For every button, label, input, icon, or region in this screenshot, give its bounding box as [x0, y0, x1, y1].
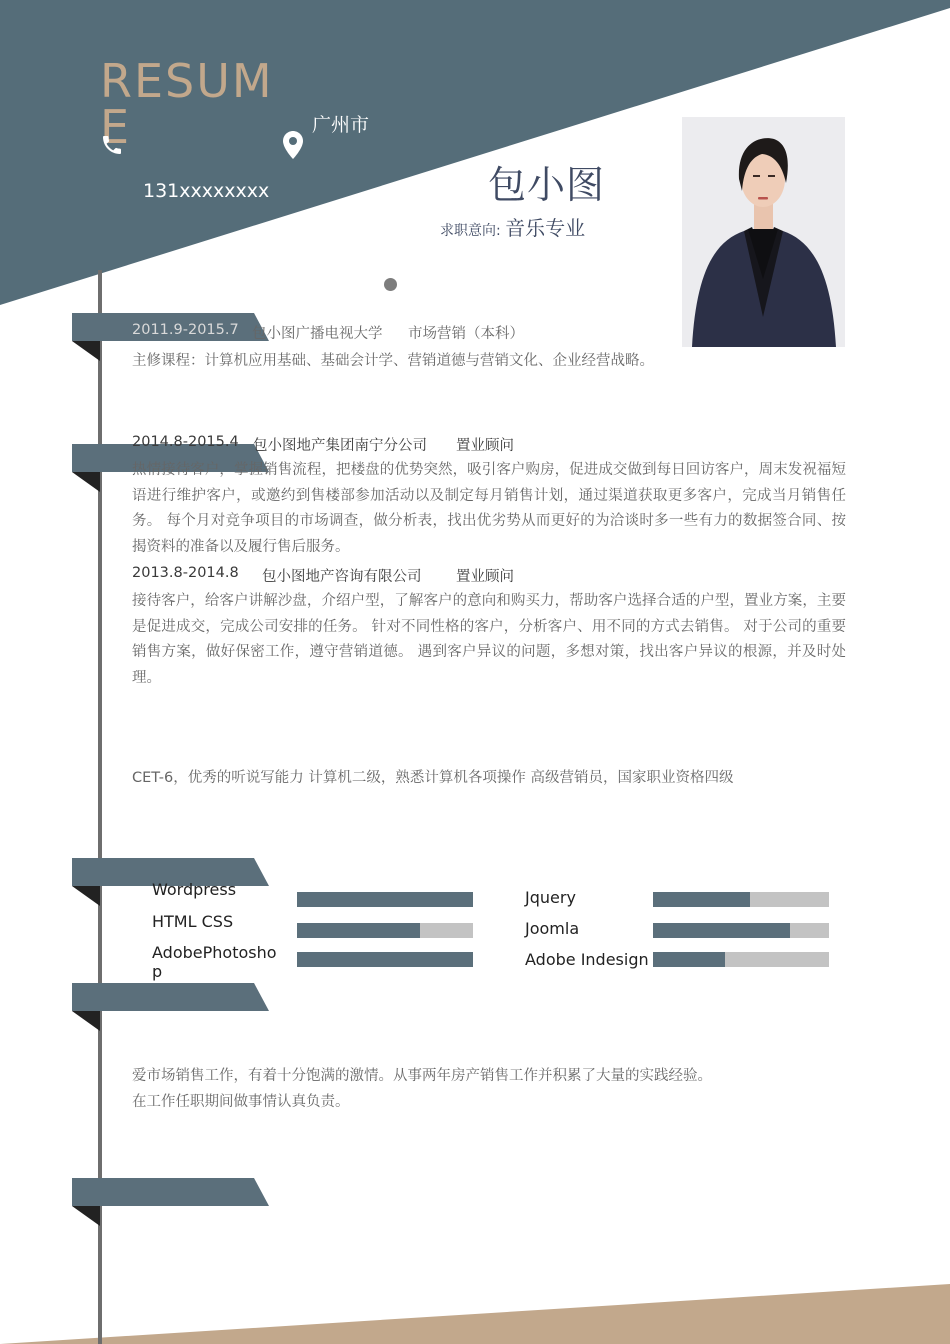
profile-photo — [682, 117, 845, 347]
education-date: 2011.9-2015.7 — [132, 322, 239, 338]
experience-2-description: 接待客户，给客户讲解沙盘，介绍户型，了解客户的意向和购买力，帮助客户选择合适的户型，置业方案，主要是促进成交，完成公司安排的任务。 针对不同性格的客户，分析客户、用不同的方式去销售。 对于公司的重要销售方案，做好保密工作，遵守营销道德。 遇到客户异议的问题，多想对策，找出客户异议的根源，并及时处理。 — [132, 593, 846, 686]
footer-accent — [0, 1284, 950, 1344]
decorative-dot — [384, 278, 397, 291]
skill-bar-fill — [297, 923, 420, 938]
city: 广州市 — [312, 114, 370, 136]
phone-icon — [100, 133, 124, 157]
skill-bar — [653, 923, 829, 938]
experience-1-description: 热情接待客户，掌握销售流程，把楼盘的优势突然，吸引客户购房，促进成交做到每日回访客户，周末发祝福短语进行维护客户，或邀约到售楼部参加活动以及制定每月销售计划，通过渠道获取更多客户，完成当月销售任务。 每个月对竞争项目的市场调查，做分析表，找出优劣势从而更好的为洽谈时多一些有力的数据签合同、按揭资料的准备以及履行售后服务。 — [132, 462, 846, 555]
job-intent — [440, 212, 585, 241]
experience-2-date: 2013.8-2014.8 — [132, 565, 239, 581]
skill-bar-fill — [653, 952, 725, 967]
skill-bar-fill — [297, 952, 473, 967]
candidate-name: 包小图 — [488, 163, 606, 207]
education-major: 市场营销（本科） — [408, 326, 524, 342]
skill-label: Adobe Indesign — [525, 950, 649, 969]
self-evaluation-line-1: 爱市场销售工作，有着十分饱满的激情。从事两年房产销售工作并积累了大量的实践经验。 — [132, 1068, 712, 1084]
resume-title: RESUME — [100, 54, 274, 154]
certificates: CET-6，优秀的听说写能力 计算机二级，熟悉计算机各项操作 高级营销员，国家职业资格四级 — [132, 770, 734, 786]
education-courses: 主修课程：计算机应用基础、基础会计学、营销道德与营销文化、企业经营战略。 — [132, 353, 654, 369]
skill-bar — [297, 952, 473, 967]
job-intent-label: 求职意向: — [440, 223, 501, 239]
experience-2-company: 包小图地产咨询有限公司 — [262, 569, 422, 585]
job-intent-value: 音乐专业 — [505, 216, 586, 240]
skill-bar — [297, 892, 473, 907]
skill-bar-fill — [297, 892, 473, 907]
education-school: 包小图广播电视大学 — [252, 326, 383, 342]
skill-label: AdobePhotoshop — [152, 943, 277, 981]
skill-bar — [653, 892, 829, 907]
experience-1-company: 包小图地产集团南宁分公司 — [253, 438, 427, 454]
skill-label: HTML CSS — [152, 912, 234, 931]
skill-label: Jquery — [525, 888, 576, 907]
skill-label: Joomla — [525, 919, 580, 938]
experience-2-role: 置业顾问 — [456, 569, 514, 585]
experience-1-role: 置业顾问 — [456, 438, 514, 454]
section-tab-extra — [72, 1178, 269, 1236]
skill-bar-fill — [653, 923, 790, 938]
skill-bar — [653, 952, 829, 967]
location-pin-icon — [281, 130, 305, 160]
experience-1-date: 2014.8-2015.4 — [132, 434, 239, 450]
skill-bar-fill — [653, 892, 750, 907]
phone-number: 131xxxxxxxx — [143, 180, 270, 202]
skill-bar — [297, 923, 473, 938]
self-evaluation-line-2: 在工作任职期间做事情认真负责。 — [132, 1094, 350, 1110]
section-tab-self-evaluation — [72, 983, 269, 1041]
skill-label: Wordpress — [152, 880, 237, 899]
